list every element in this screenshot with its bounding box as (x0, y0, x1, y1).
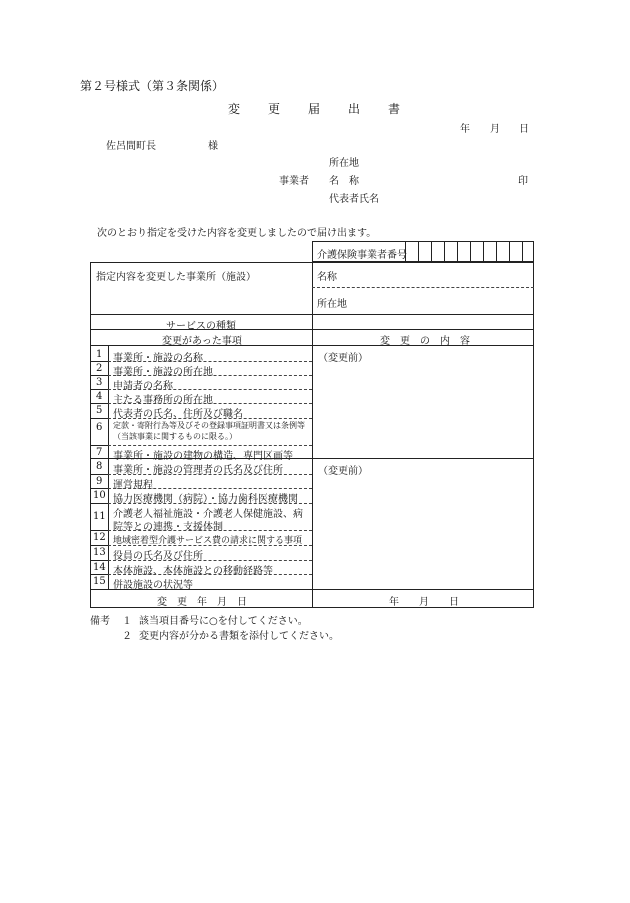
item-text: 本体施設、本体施設との移動経路等 (113, 566, 273, 577)
item-number: 8 (96, 461, 103, 472)
change-content-header: 変 更 の 内 容 (380, 336, 470, 347)
representative-label: 代表者氏名 (329, 194, 379, 205)
addressee: 佐呂間町長 (106, 141, 156, 152)
divider (90, 560, 108, 561)
item-text: 運営規程 (113, 480, 153, 491)
facility-address-label: 所在地 (317, 299, 347, 310)
digit-divider (483, 241, 484, 262)
digit-divider (509, 241, 510, 262)
date-month: 月 (490, 124, 500, 135)
divider (108, 503, 312, 504)
divider (108, 488, 312, 489)
item-number: 12 (93, 532, 106, 543)
item-number: 15 (93, 576, 106, 587)
number-column-divider (108, 345, 109, 589)
divider (90, 474, 108, 475)
digit-divider (405, 241, 406, 262)
item-number: 9 (96, 476, 103, 487)
digit-divider (431, 241, 432, 262)
item-text: 役員の氏名及び住所 (113, 551, 203, 562)
item-text: 地域密着型介護サービス費の請求に関する事項 (113, 536, 303, 546)
divider (90, 589, 534, 590)
digit-divider (522, 241, 523, 262)
divider (90, 545, 108, 546)
divider (90, 361, 108, 362)
change-date-label: 変 更 年 月 日 (157, 597, 247, 608)
before-label: （変更前） (318, 466, 368, 477)
item-text: 協力医療機関（病院）・協力歯科医療機関 (113, 494, 298, 505)
divider (90, 375, 108, 376)
item-text: 事業所・施設の名称 (113, 353, 203, 364)
divider (108, 418, 312, 419)
item-text: 申請者の名称 (113, 381, 173, 392)
service-type-label: サービスの種類 (166, 321, 236, 332)
item-number: 1 (96, 349, 103, 360)
item-text: 定款・寄附行為等及びその登録事項証明書又は条例等 (113, 421, 305, 430)
item-number: 11 (93, 511, 106, 522)
date-day: 日 (519, 124, 529, 135)
item-number: 13 (93, 547, 106, 558)
digit-divider (444, 241, 445, 262)
honorific: 様 (208, 141, 218, 152)
change-date-value: 年 月 日 (389, 597, 459, 608)
before-label: （変更前） (318, 353, 368, 364)
item-number: 14 (93, 562, 106, 573)
divider (108, 389, 312, 390)
divider (108, 545, 312, 546)
divider (108, 361, 312, 362)
address-label: 所在地 (329, 158, 359, 169)
item-text: 事業所・施設の管理者の氏名及び住所 (113, 465, 283, 476)
divider (90, 403, 108, 404)
item-number: 6 (96, 422, 103, 433)
divider (90, 530, 108, 531)
item-number: 10 (93, 490, 106, 501)
name-label: 名 称 (329, 176, 359, 187)
provider-number-label: 介護保険事業者番号 (317, 250, 407, 261)
divider (90, 314, 534, 315)
divider (108, 530, 312, 531)
item-number: 7 (96, 447, 103, 458)
facility-label: 指定内容を変更した事業所（施設） (96, 272, 256, 283)
divider (108, 574, 312, 575)
seal-mark: 印 (518, 176, 528, 187)
divider (90, 345, 534, 346)
note-text: 変更内容が分かる書類を添付してください。 (139, 631, 339, 642)
digit-divider (496, 241, 497, 262)
divider (108, 403, 312, 404)
item-text: 介護老人福祉施設・介護老人保健施設、病 (113, 509, 303, 520)
digit-divider (418, 241, 419, 262)
divider (90, 488, 108, 489)
operator-label: 事業者 (279, 176, 309, 187)
form-number: 第２号様式（第３条関係） (80, 79, 225, 93)
divider (90, 503, 108, 504)
divider (312, 458, 534, 459)
divider (90, 574, 108, 575)
divider (108, 474, 312, 475)
divider (108, 445, 312, 446)
facility-name-label: 名称 (317, 272, 337, 283)
divider (90, 445, 108, 446)
item-text: 代表者の氏名、住所及び職名 (113, 409, 243, 420)
date-year: 年 (460, 124, 470, 135)
page-title: 変 更 届 出 書 (228, 102, 409, 116)
divider (90, 329, 534, 330)
item-text-continued: （当該事業に関するものに限る。） (113, 432, 237, 441)
item-text-continued: 院等との連携・支援体制 (113, 522, 223, 533)
note-text: 該当項目番号に○を付してください。 (139, 616, 308, 627)
item-number: 4 (96, 391, 103, 402)
divider (90, 389, 108, 390)
note-number: ２ (122, 631, 132, 642)
divider (312, 287, 534, 288)
item-text: 併設施設の状況等 (113, 580, 193, 591)
statement: 次のとおり指定を受けた内容を変更しましたので届け出ます。 (97, 228, 377, 239)
item-text: 事業所・施設の建物の構造、専門区画等 (113, 451, 293, 462)
item-number: 3 (96, 377, 103, 388)
digit-divider (457, 241, 458, 262)
notes-label: 備考 (90, 616, 110, 627)
note-number: １ (122, 616, 132, 627)
digit-divider (470, 241, 471, 262)
divider (90, 458, 312, 459)
item-text: 主たる事務所の所在地 (113, 395, 213, 406)
item-number: 5 (96, 405, 103, 416)
item-number: 2 (96, 363, 103, 374)
item-text: 事業所・施設の所在地 (113, 367, 213, 378)
divider (108, 560, 312, 561)
divider (90, 418, 108, 419)
divider (108, 375, 312, 376)
changed-items-header: 変更があった事項 (162, 336, 242, 347)
